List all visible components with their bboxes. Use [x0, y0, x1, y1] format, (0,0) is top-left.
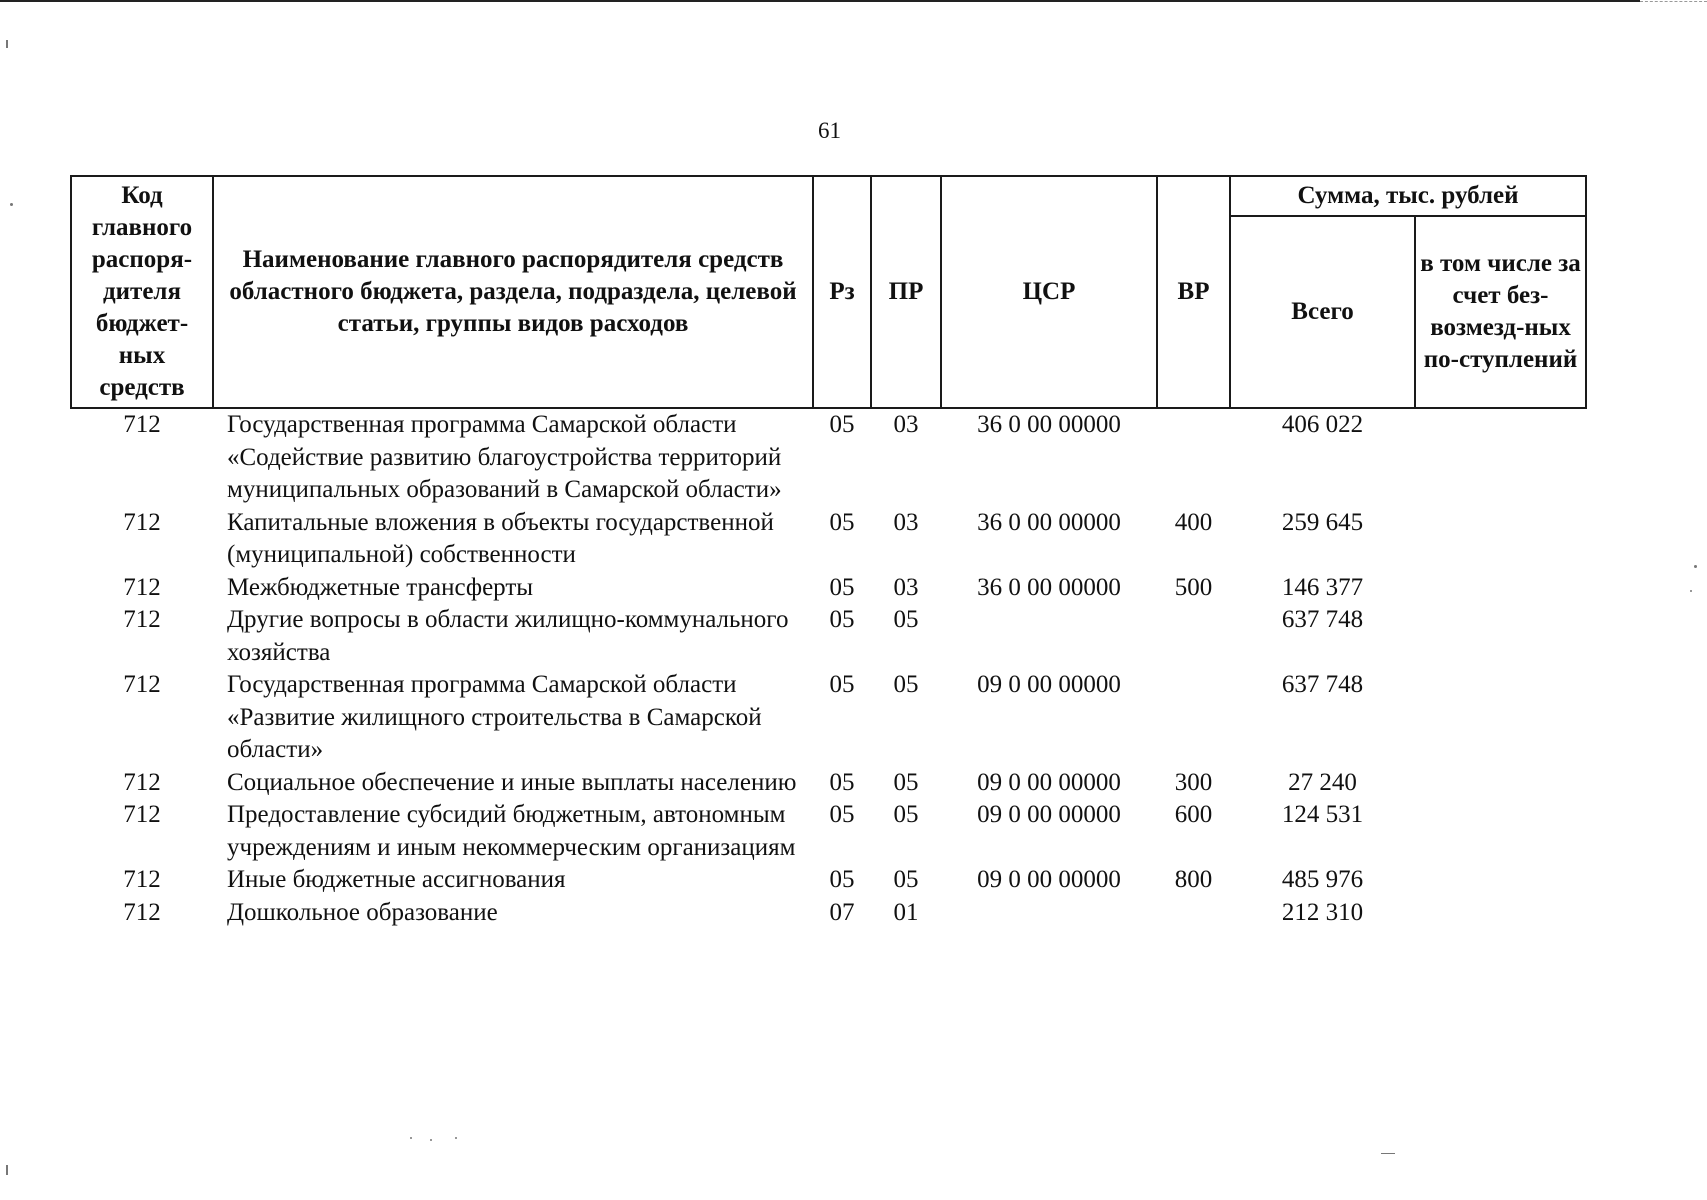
row-name-cell: Капитальные вложения в объекты государственной (муниципальной) собственности [227, 508, 774, 568]
row-code-cell: 712 [123, 898, 161, 926]
header-vr: ВР [1157, 176, 1230, 408]
row-vr-cell [1157, 408, 1230, 507]
scan-speck [1381, 1153, 1395, 1154]
row-total-cell: 212 310 [1281, 898, 1364, 926]
row-csr-cell: 36 0 00 00000 [977, 508, 1121, 536]
row-vr-cell: 300 [1174, 768, 1213, 796]
row-free-cell [1415, 799, 1586, 864]
row-free-cell [1415, 408, 1586, 507]
scan-speck [455, 1137, 457, 1139]
row-free-cell [1415, 767, 1586, 800]
scan-edge-line [0, 0, 1640, 2]
row-code-cell: 712 [123, 606, 161, 633]
row-csr-cell: 09 0 00 00000 [977, 866, 1121, 893]
scan-speck [10, 203, 13, 206]
header-pr: ПР [871, 176, 941, 408]
row-total-cell: 406 022 [1281, 411, 1364, 438]
row-pr-cell: 03 [893, 573, 919, 601]
row-code-cell: 712 [123, 768, 161, 796]
table-header [71, 176, 1586, 408]
row-free-cell [1415, 897, 1586, 930]
table-row [71, 897, 1586, 930]
table-row [71, 408, 1586, 507]
row-vr-cell: 400 [1174, 508, 1213, 536]
row-code-cell: 712 [123, 573, 161, 601]
row-pr-cell: 05 [893, 606, 919, 633]
row-rz-cell: 05 [829, 801, 855, 828]
row-vr-cell: 600 [1174, 801, 1213, 828]
scan-speck [6, 1165, 8, 1175]
row-total-cell: 637 748 [1281, 606, 1364, 633]
row-pr-cell: 03 [893, 411, 919, 438]
row-name-cell: Государственная программа Самарской области «Содействие развитию благоустройства территорий муниципальных образований в Самарской области» [227, 411, 782, 503]
header-sum-group: Сумма, тыс. рублей [1230, 176, 1586, 216]
row-total-cell: 259 645 [1281, 508, 1364, 536]
row-total-cell: 27 240 [1288, 768, 1357, 796]
table-row [71, 864, 1586, 897]
table-row [71, 799, 1586, 864]
scan-edge-dash [1640, 1, 1707, 2]
scan-speck [1694, 565, 1697, 568]
budget-table [70, 175, 1587, 929]
row-code-cell: 712 [123, 866, 161, 893]
row-csr-cell [941, 604, 1157, 669]
row-vr-cell: 500 [1174, 573, 1213, 601]
header-total: Всего [1230, 216, 1415, 408]
row-code-cell: 712 [123, 411, 161, 438]
row-total-cell: 485 976 [1281, 866, 1364, 893]
row-vr-cell [1157, 604, 1230, 669]
row-total-cell: 124 531 [1281, 801, 1364, 828]
table-body [71, 408, 1586, 929]
row-rz-cell: 05 [829, 411, 855, 438]
row-pr-cell: 05 [893, 671, 919, 698]
scan-speck [6, 40, 8, 48]
row-free-cell [1415, 507, 1586, 572]
row-csr-cell: 36 0 00 00000 [977, 411, 1121, 438]
row-name-cell: Иные бюджетные ассигнования [227, 866, 566, 893]
row-name-cell: Межбюджетные трансферты [227, 573, 534, 601]
table-row [71, 767, 1586, 800]
row-total-cell: 146 377 [1281, 573, 1364, 601]
scan-speck [410, 1137, 412, 1139]
row-csr-cell: 09 0 00 00000 [977, 671, 1121, 698]
row-total-cell: 637 748 [1281, 671, 1364, 698]
row-name-cell: Дошкольное образование [227, 898, 498, 926]
row-pr-cell: 03 [893, 508, 919, 536]
row-free-cell [1415, 669, 1586, 767]
row-code-cell: 712 [123, 508, 161, 536]
row-name-cell: Предоставление субсидий бюджетным, автономным учреждениям и иным некоммерческим организациям [227, 801, 796, 861]
row-free-cell [1415, 604, 1586, 669]
header-csr: ЦСР [941, 176, 1157, 408]
row-vr-cell [1157, 897, 1230, 930]
row-pr-cell: 01 [893, 898, 919, 926]
row-rz-cell: 05 [829, 866, 855, 893]
header-free: в том числе за счет без-возмезд-ных по-ступлений [1415, 216, 1586, 408]
table-row [71, 669, 1586, 767]
table-row [71, 507, 1586, 572]
row-rz-cell: 05 [829, 606, 855, 633]
row-name-cell: Государственная программа Самарской области «Развитие жилищного строительства в Самарской области» [227, 671, 762, 763]
row-rz-cell: 05 [829, 768, 855, 796]
table-row [71, 604, 1586, 669]
row-name-cell: Социальное обеспечение и иные выплаты населению [227, 768, 797, 796]
scan-speck [430, 1139, 432, 1141]
header-name: Наименование главного распорядителя средств областного бюджета, раздела, подраздела, целевой статьи, группы видов расходов [213, 176, 813, 408]
row-rz-cell: 05 [829, 671, 855, 698]
header-code: Код главного распоря-дителя бюджет-ных средств [71, 176, 213, 408]
header-rz: Рз [813, 176, 871, 408]
row-name-cell: Другие вопросы в области жилищно-коммунального хозяйства [227, 606, 789, 666]
row-csr-cell: 09 0 00 00000 [977, 801, 1121, 828]
row-pr-cell: 05 [893, 768, 919, 796]
row-rz-cell: 05 [829, 573, 855, 601]
row-code-cell: 712 [123, 671, 161, 698]
row-csr-cell: 09 0 00 00000 [977, 768, 1121, 796]
row-csr-cell: 36 0 00 00000 [977, 573, 1121, 601]
row-pr-cell: 05 [893, 866, 919, 893]
row-code-cell: 712 [123, 801, 161, 828]
row-free-cell [1415, 572, 1586, 605]
row-free-cell [1415, 864, 1586, 897]
row-vr-cell [1157, 669, 1230, 767]
page-number: 61 [818, 118, 841, 143]
row-vr-cell: 800 [1174, 866, 1213, 893]
row-rz-cell: 07 [829, 898, 855, 926]
row-csr-cell [941, 897, 1157, 930]
row-rz-cell: 05 [829, 508, 855, 536]
row-pr-cell: 05 [893, 801, 919, 828]
scan-speck [1690, 590, 1692, 592]
table-row [71, 572, 1586, 605]
